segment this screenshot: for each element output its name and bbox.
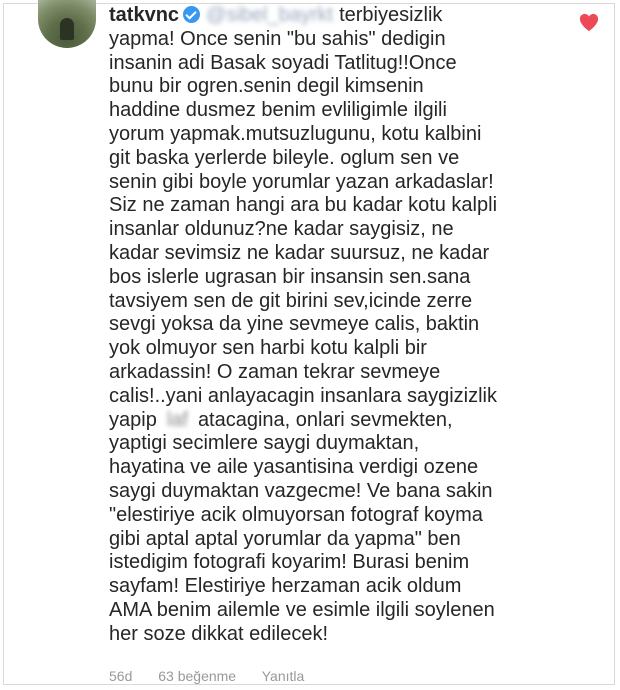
comment-line: git baska yerlerde bileyle. oglum sen ve: [109, 146, 460, 169]
comment-line: yaptigi secimlere saygi duymaktan,: [109, 432, 420, 455]
comment-line: insanlar oldunuz?ne kadar saygisiz, ne: [109, 218, 454, 241]
likes-count[interactable]: 63 beğenme: [158, 668, 237, 684]
comment-line: sayfam! Elestiriye herzaman acik oldum: [109, 575, 462, 598]
comment-text: atacagina, onlari sevmekten,: [197, 408, 453, 431]
comment-line: insanin adi Basak soyadi Tatlitug!!Once: [109, 51, 457, 74]
comment-line: yorum yapmak.mutsuzlugunu, kotu kalbini: [109, 122, 482, 145]
comment-line: yok olmuyor sen harbi kotu kalpli bir: [109, 337, 427, 360]
heart-icon[interactable]: [578, 12, 600, 32]
comment-line: yapma! Once senin "bu sahis" dedigin: [109, 27, 446, 50]
comment-time: 56d: [109, 668, 133, 684]
comment-line: arkadassin! O zaman tekrar sevmeye: [109, 360, 441, 383]
comment-line: calis!..yani anlayacagin insanlara saygizizlik: [109, 384, 497, 407]
comment-body: [109, 4, 569, 647]
blurred-word: laf: [166, 408, 188, 431]
comment-line: [109, 409, 569, 433]
comment-line: haddine dusmez benim evliligimle ilgili: [109, 99, 447, 122]
comment-line: bunu bir ogren.senin degil kimsenin: [109, 75, 424, 98]
reply-button[interactable]: Yanıtla: [261, 668, 305, 684]
comment-line: senin gibi boyle yorumlar yazan arkadaslar!: [109, 170, 494, 193]
comment-line: gibi aptal aptal yorumlar da yapma" ben: [109, 527, 461, 550]
blurred-mention[interactable]: @sibel_bayrkt: [206, 4, 334, 26]
comment-line: kadar sevimsiz ne kadar suursuz, ne kadar: [109, 241, 490, 264]
comment-line: sevgi yoksa da yine sevmeye calis, baktin: [109, 313, 480, 336]
comment-line: [109, 4, 569, 28]
comment-text: yapip: [109, 408, 157, 431]
comment-line: her soze dikkat edilecek!: [109, 622, 329, 645]
comment-text: terbiyesizlik: [339, 4, 443, 26]
comment-line: saygi duymaktan vazgecme! Ve bana sakin: [109, 479, 493, 502]
comment-line: hayatina ve aile yasantisina verdigi ozene: [109, 456, 479, 479]
verified-badge-icon: [183, 6, 200, 23]
comment-line: bos islerle ugrasan bir insansin sen.sana: [109, 265, 471, 288]
comment-line: AMA benim ailemle ve esimle ilgili soylenen: [109, 598, 495, 621]
comment-line: "elestiriye acik olmuyorsan fotograf koyma: [109, 503, 483, 526]
comment-meta: [109, 668, 326, 684]
username[interactable]: tatkvnc: [109, 4, 180, 26]
comment-line: tavsiyem sen de git birini sev,icinde zerre: [109, 289, 473, 312]
comment-line: Siz ne zaman hangi ara bu kadar kotu kalpli: [109, 194, 498, 217]
comment-line: istedigim fotografi koyarim! Burasi benim: [109, 551, 470, 574]
